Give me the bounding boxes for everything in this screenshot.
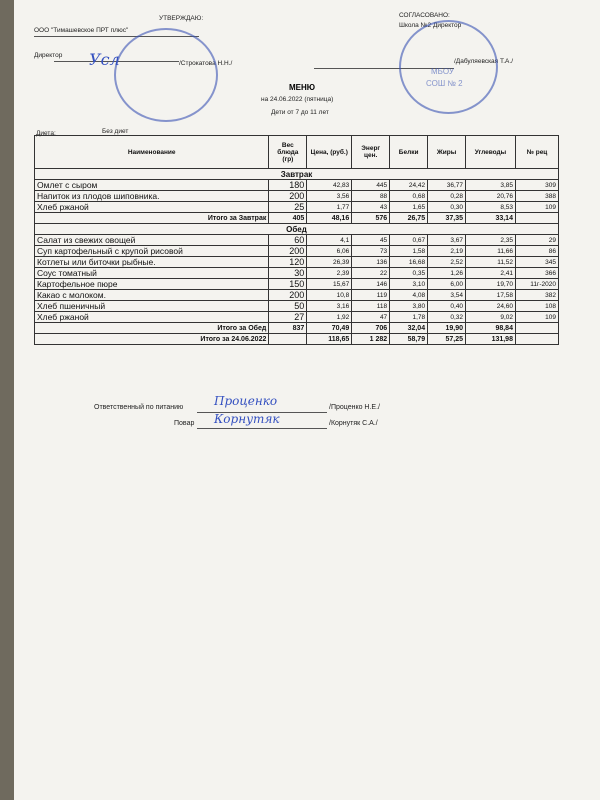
approve-org: ООО "Тимашевское ПРТ плюс" — [34, 27, 129, 34]
responsible-label: Ответственный по питанию — [94, 404, 184, 411]
breakfast-total-row: Итого за Завтрак 405 48,16 576 26,75 37,35 33,14 — [35, 213, 559, 224]
seal-left — [114, 28, 218, 122]
approve-title: УТВЕРЖДАЮ: — [159, 15, 204, 22]
agree-name: /Дабуляевская Т.А./ — [454, 58, 513, 65]
breakfast-section-title: Завтрак — [35, 169, 559, 180]
table-row: Хлеб ржаной 25 1,77 43 1,65 0,30 8,53 109 — [35, 202, 559, 213]
table-row: Омлет с сыром 180 42,83 445 24,42 36,77 3,85 309 — [35, 180, 559, 191]
lunch-total-row: Итого за Обед 837 70,49 706 32,04 19,90 98,84 — [35, 323, 559, 334]
table-row: Хлеб ржаной 27 1,92 47 1,78 0,32 9,02 109 — [35, 312, 559, 323]
table-header: Наименование Вес блюда (гр) Цена, (руб.) Энерг цен. Белки Жиры Углеводы № рец — [35, 136, 559, 169]
table-row: Напиток из плодов шиповника. 200 3,56 88 0,68 0,28 20,76 388 — [35, 191, 559, 202]
menu-date: на 24.06.2022 (пятница) — [261, 96, 334, 103]
cook-name: /Корнутяк С.А./ — [329, 420, 378, 427]
table-row: Суп картофельный с крупой рисовой 200 6,06 73 1,58 2,19 11,66 86 — [35, 246, 559, 257]
responsible-name: /Проценко Н.Е./ — [329, 404, 380, 411]
agree-org: Школа №2 Директор — [399, 22, 462, 29]
menu-sheet — [14, 0, 600, 800]
table-row: Салат из свежих овощей 60 4,1 45 0,67 3,67 2,35 29 — [35, 235, 559, 246]
approve-position: Директор — [34, 52, 63, 59]
diet-label: Диета: — [36, 130, 56, 137]
lunch-section-title: Обед — [35, 224, 559, 235]
page-title: МЕНЮ — [289, 83, 316, 92]
agree-title: СОГЛАСОВАНО: — [399, 12, 450, 19]
table-row: Котлеты или биточки рыбные. 120 26,39 136 16,68 2,52 11,52 345 — [35, 257, 559, 268]
age-group: Дети от 7 до 11 лет — [271, 109, 329, 116]
seal-right: МБОУ СОШ № 2 — [399, 20, 498, 114]
menu-table — [34, 135, 559, 345]
approve-name: /Строкатова Н.Н./ — [179, 60, 233, 67]
table-row: Соус томатный 30 2,39 22 0,35 1,26 2,41 366 — [35, 268, 559, 279]
signature-responsible: Проценко — [214, 394, 278, 408]
table-row: Какао с молоком. 200 10,8 119 4,08 3,54 17,58 382 — [35, 290, 559, 301]
table-row: Хлеб пшеничный 50 3,16 118 3,80 0,40 24,60 108 — [35, 301, 559, 312]
table-row: Картофельное пюре 150 15,67 146 3,10 6,00 19,70 11г-2020 — [35, 279, 559, 290]
day-total-row: Итого за 24.06.2022 118,65 1 282 58,79 57,25 131,98 — [35, 334, 559, 345]
signature-cook: Корнутяк — [214, 412, 280, 426]
cook-label: Повар — [174, 420, 195, 427]
diet-value: Без диет — [102, 128, 129, 135]
signature-director: Усл — [89, 50, 120, 69]
